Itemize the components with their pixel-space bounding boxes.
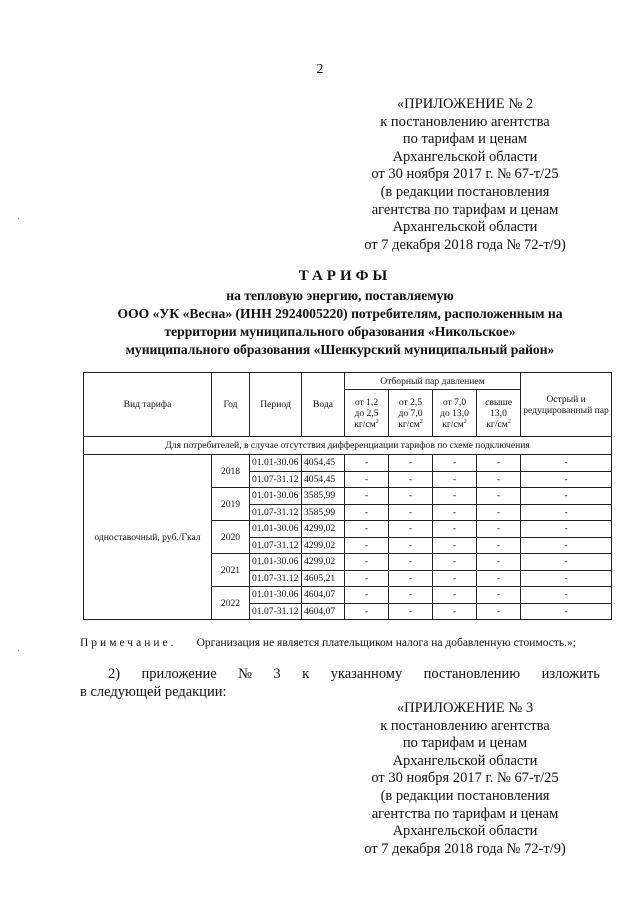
- range-from: свыше: [485, 396, 512, 408]
- steam-tariff-cell: -: [433, 603, 477, 620]
- subtitle-line: территории муниципального образования «Никольское»: [164, 324, 516, 339]
- steam-tariff-cell: -: [477, 471, 521, 488]
- steam-tariff-cell: -: [433, 504, 477, 521]
- range-from: от 2,5: [398, 396, 423, 408]
- paragraph-word: 3: [273, 666, 281, 682]
- paragraph-word: изложить: [541, 666, 600, 682]
- water-tariff-cell: 4604,07: [302, 603, 345, 620]
- steam-tariff-cell: -: [477, 587, 521, 604]
- sharp-steam-tariff-cell: -: [521, 504, 612, 521]
- paragraph-word: №: [238, 666, 252, 682]
- appendix-3-line: от 7 декабря 2018 года № 72-т/9): [364, 840, 566, 857]
- tariff-type-cell: одноставочный, руб./Гкал: [84, 455, 212, 620]
- steam-tariff-cell: -: [477, 455, 521, 472]
- steam-tariff-cell: -: [389, 537, 433, 554]
- appendix-2-line: по тарифам и ценам: [402, 131, 528, 148]
- footnote-text: Организация не является плательщиком налога на добавленную стоимость.»;: [196, 637, 576, 649]
- steam-tariff-cell: -: [433, 471, 477, 488]
- period-cell: 01.01-30.06: [250, 455, 302, 472]
- sharp-steam-tariff-cell: -: [521, 455, 612, 472]
- period-cell: 01.07-31.12: [250, 504, 302, 521]
- subtitle-line: ООО «УК «Весна» (ИНН 2924005220) потребителям, расположенным на: [117, 306, 563, 321]
- margin-mark: [18, 650, 19, 651]
- period-cell: 01.01-30.06: [250, 587, 302, 604]
- range-from: от 7,0: [442, 396, 467, 408]
- margin-mark: [18, 218, 19, 219]
- period-cell: 01.07-31.12: [250, 570, 302, 587]
- water-tariff-cell: 4605,21: [302, 570, 345, 587]
- range-to: 13,0: [490, 407, 507, 419]
- appendix-3-line: от 30 ноября 2017 г. № 67-т/25: [371, 770, 559, 787]
- col-header-period: Период: [250, 373, 302, 437]
- year-cell: 2020: [212, 521, 250, 554]
- steam-tariff-cell: -: [477, 570, 521, 587]
- sharp-steam-tariff-cell: -: [521, 587, 612, 604]
- steam-tariff-cell: -: [477, 521, 521, 538]
- steam-tariff-cell: -: [477, 504, 521, 521]
- period-cell: 01.01-30.06: [250, 488, 302, 505]
- paragraph-line-2: в следующей редакции:: [80, 684, 227, 700]
- steam-tariff-cell: -: [433, 521, 477, 538]
- year-cell: 2019: [212, 488, 250, 521]
- steam-tariff-cell: -: [345, 537, 389, 554]
- sharp-steam-tariff-cell: -: [521, 488, 612, 505]
- steam-tariff-cell: -: [345, 603, 389, 620]
- steam-tariff-cell: -: [389, 504, 433, 521]
- appendix-3-line: (в редакции постановления: [380, 787, 550, 804]
- period-cell: 01.01-30.06: [250, 554, 302, 571]
- water-tariff-cell: 4299,02: [302, 521, 345, 538]
- col-header-steam-range: [345, 390, 389, 437]
- year-cell: 2021: [212, 554, 250, 587]
- appendix-2-line: Архангельской области: [392, 148, 538, 165]
- appendix-2-header: [345, 96, 585, 254]
- water-tariff-cell: 4054,45: [302, 455, 345, 472]
- sharp-steam-tariff-cell: -: [521, 603, 612, 620]
- unit-exponent: 2: [507, 418, 511, 425]
- appendix-2-line: агентства по тарифам и ценам: [371, 201, 559, 218]
- steam-tariff-cell: -: [433, 537, 477, 554]
- appendix-2-line: Архангельской области: [392, 219, 538, 236]
- range-unit: [435, 419, 474, 430]
- table-row: [84, 455, 612, 472]
- steam-tariff-cell: -: [477, 554, 521, 571]
- period-cell: 01.01-30.06: [250, 521, 302, 538]
- appendix-2-line: от 7 декабря 2018 года № 72-т/9): [364, 236, 566, 253]
- page-number: 2: [316, 62, 324, 77]
- footnote-label: Примечание.: [80, 637, 177, 649]
- paragraph-line-1: [80, 665, 600, 683]
- col-header-steam-range: [389, 390, 433, 437]
- sharp-steam-tariff-cell: -: [521, 471, 612, 488]
- steam-tariff-cell: -: [345, 521, 389, 538]
- paragraph-word: приложение: [141, 666, 217, 682]
- col-header-year: Год: [212, 373, 250, 437]
- sharp-steam-tariff-cell: -: [521, 537, 612, 554]
- water-tariff-cell: 3585,99: [302, 488, 345, 505]
- document-subtitle: [60, 287, 620, 359]
- steam-tariff-cell: -: [345, 488, 389, 505]
- steam-tariff-cell: -: [433, 587, 477, 604]
- period-cell: 01.07-31.12: [250, 537, 302, 554]
- unit-text: кг/см: [442, 418, 464, 430]
- steam-tariff-cell: -: [389, 554, 433, 571]
- steam-tariff-cell: -: [389, 587, 433, 604]
- subtitle-line: на тепловую энергию, поставляемую: [226, 288, 454, 303]
- range-unit: [391, 419, 430, 430]
- unit-exponent: 2: [463, 418, 467, 425]
- range-to: до 7,0: [398, 407, 423, 419]
- steam-tariff-cell: -: [345, 471, 389, 488]
- paragraph-word: 2): [108, 666, 121, 682]
- unit-exponent: 2: [375, 418, 379, 425]
- paragraph-word: указанному: [330, 666, 403, 682]
- steam-tariff-cell: -: [433, 570, 477, 587]
- appendix-3-header: [345, 700, 585, 858]
- steam-tariff-cell: -: [345, 587, 389, 604]
- sharp-steam-tariff-cell: -: [521, 521, 612, 538]
- tariff-table: [83, 372, 612, 620]
- appendix-3-line: «ПРИЛОЖЕНИЕ № 3: [396, 700, 534, 716]
- water-tariff-cell: 4299,02: [302, 554, 345, 571]
- col-header-type: Вид тарифа: [84, 373, 212, 437]
- sharp-steam-tariff-cell: -: [521, 570, 612, 587]
- paragraph-word: постановлению: [423, 666, 521, 682]
- period-cell: 01.07-31.12: [250, 471, 302, 488]
- steam-tariff-cell: -: [477, 603, 521, 620]
- paragraph: [80, 665, 600, 701]
- water-tariff-cell: 4604,07: [302, 587, 345, 604]
- unit-text: кг/см: [398, 418, 420, 430]
- range-to: до 13,0: [440, 407, 469, 419]
- steam-tariff-cell: -: [433, 455, 477, 472]
- appendix-3-line: по тарифам и ценам: [402, 735, 528, 752]
- document-title: ТАРИФЫ: [298, 268, 392, 284]
- range-unit: [479, 419, 518, 430]
- unit-exponent: 2: [419, 418, 423, 425]
- water-tariff-cell: 3585,99: [302, 504, 345, 521]
- table-subheader: Для потребителей, в случае отсутствия дифференциации тарифов по схеме подключения: [84, 437, 612, 455]
- steam-tariff-cell: -: [345, 554, 389, 571]
- range-to: до 2,5: [354, 407, 379, 419]
- steam-tariff-cell: -: [389, 455, 433, 472]
- subtitle-line: муниципального образования «Шенкурский муниципальный район»: [125, 342, 555, 357]
- steam-tariff-cell: -: [389, 521, 433, 538]
- steam-tariff-cell: -: [345, 455, 389, 472]
- col-header-steam: Отборный пар давлением: [345, 373, 521, 390]
- year-cell: 2022: [212, 587, 250, 620]
- appendix-3-line: агентства по тарифам и ценам: [371, 805, 559, 822]
- appendix-3-line: Архангельской области: [392, 752, 538, 769]
- appendix-2-line: (в редакции постановления: [380, 183, 550, 200]
- sharp-steam-tariff-cell: -: [521, 554, 612, 571]
- water-tariff-cell: 4054,45: [302, 471, 345, 488]
- steam-tariff-cell: -: [433, 554, 477, 571]
- steam-tariff-cell: -: [389, 488, 433, 505]
- appendix-3-line: к постановлению агентства: [380, 717, 550, 734]
- paragraph-word: к: [302, 666, 310, 682]
- range-unit: [347, 419, 386, 430]
- steam-tariff-cell: -: [389, 471, 433, 488]
- steam-tariff-cell: -: [345, 504, 389, 521]
- col-header-sharp-steam: Острый и редуцированный пар: [521, 373, 612, 437]
- appendix-2-line: от 30 ноября 2017 г. № 67-т/25: [371, 166, 559, 183]
- steam-tariff-cell: -: [389, 603, 433, 620]
- range-from: от 1,2: [354, 396, 379, 408]
- col-header-steam-range: [433, 390, 477, 437]
- steam-tariff-cell: -: [477, 488, 521, 505]
- appendix-2-line: «ПРИЛОЖЕНИЕ № 2: [396, 96, 534, 112]
- water-tariff-cell: 4299,02: [302, 537, 345, 554]
- col-header-steam-range: [477, 390, 521, 437]
- unit-text: кг/см: [486, 418, 508, 430]
- col-header-water: Вода: [302, 373, 345, 437]
- unit-text: кг/см: [354, 418, 376, 430]
- steam-tariff-cell: -: [433, 488, 477, 505]
- steam-tariff-cell: -: [477, 537, 521, 554]
- year-cell: 2018: [212, 455, 250, 488]
- period-cell: 01.07-31.12: [250, 603, 302, 620]
- steam-tariff-cell: -: [345, 570, 389, 587]
- appendix-3-line: Архангельской области: [392, 823, 538, 840]
- footnote: [80, 637, 576, 649]
- appendix-2-line: к постановлению агентства: [380, 113, 550, 130]
- steam-tariff-cell: -: [389, 570, 433, 587]
